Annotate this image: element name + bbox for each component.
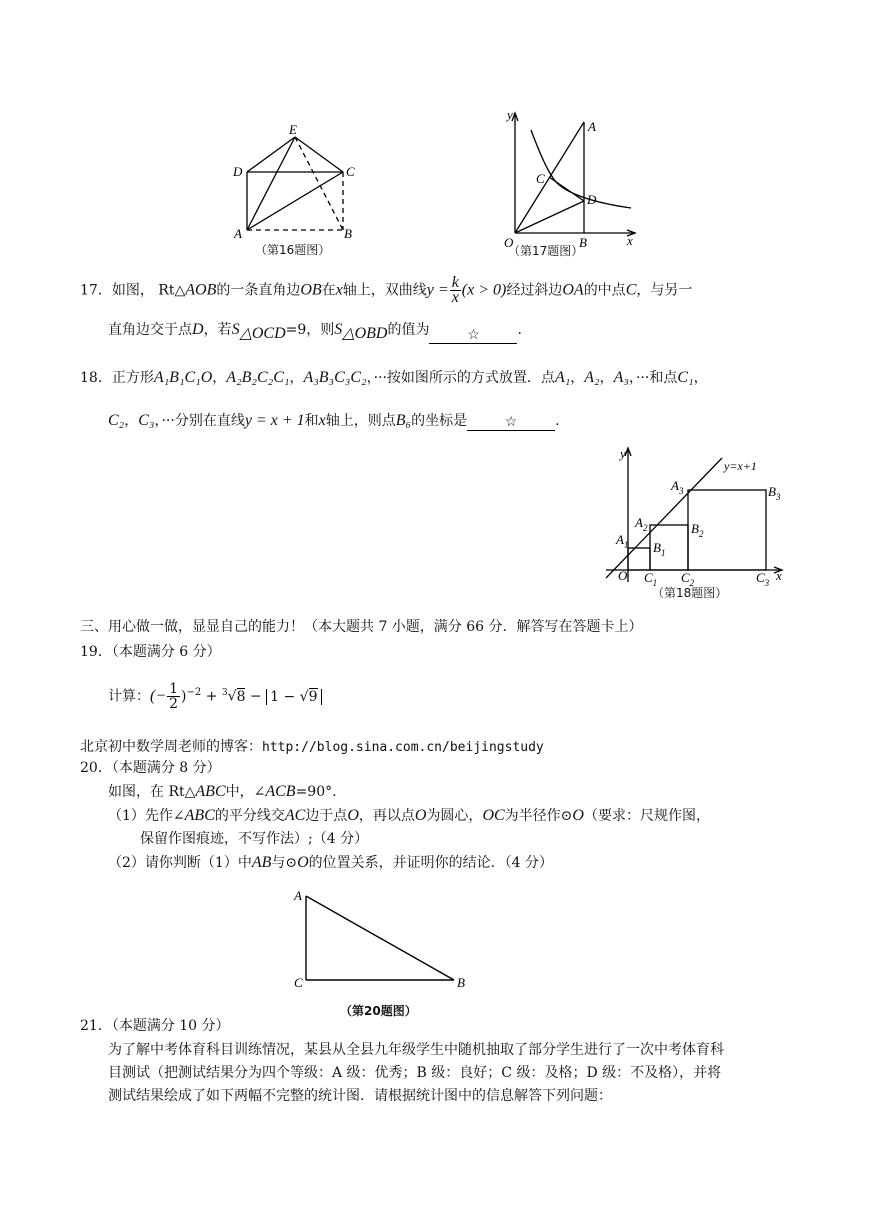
section-3-title: 三、用心做一做，显显自己的能力！（本大题共 7 小题，满分 66 分．解答写在答题卡上）: [80, 619, 643, 635]
line-y-eq-x-plus-1: [606, 458, 722, 578]
figure-17: [495, 105, 645, 260]
label-b: B: [457, 975, 465, 990]
question-20-part-2: （2）请你判断（1）中AB与⊙O的位置关系，并证明你的结论．（4 分）: [108, 854, 554, 871]
blog-url: http://blog.sina.com.cn/beijingstudy: [262, 740, 544, 755]
label-y: y: [507, 107, 513, 122]
question-20-part-1: （1）先作∠ABC的平分线交AC边于点O，再以点O为圆心，OC为半径作⊙O（要求：尺规作图，: [108, 807, 710, 824]
question-21-line-2: 目测试（把测试结果分为四个等级：A 级：优秀；B 级：良好；C 级：及格；D 级：不及格），并将: [108, 1065, 722, 1081]
label-d: D: [233, 164, 243, 179]
label-b: B: [579, 235, 587, 250]
label-a: A: [294, 888, 302, 903]
question-17-line-2: 直角边交于点D，若$S_{\triangle OCD}=9$，则$S_{\triangle OBD}$的值为 ☆ .: [108, 321, 522, 343]
label-a: A: [588, 119, 596, 134]
answer-blank-17: ☆: [429, 325, 517, 344]
question-19-expression: 计算：(− $\frac{1}{2}$ )$^{-2}$ + $^3$√8 − 1 − √9: [108, 678, 322, 708]
figure-20-caption: （第20题图）: [340, 1004, 417, 1018]
figure-17-caption: （第17题图）: [508, 244, 584, 258]
question-21-line-3: 测试结果绘成了如下两幅不完整的统计图．请根据统计图中的信息解答下列问题：: [108, 1088, 612, 1104]
question-20-head: 20．（本题满分 8 分）: [80, 760, 221, 776]
label-c: C: [346, 164, 355, 179]
figure-16: [225, 120, 375, 260]
question-20-intro: 如图，在 Rt△ABC中，∠ACB=90°．: [108, 783, 347, 800]
label-b: B: [344, 226, 352, 241]
question-17-line-1: 17．如图， Rt△AOB的一条直角边OB在x轴上，双曲线y = $\frac{k}{x}$ (x > 0)经过斜边OA的中点C，与另一: [80, 274, 693, 306]
answer-blank-18: ☆: [467, 412, 555, 431]
question-20-part-1-cont: 保留作图痕迹，不写作法）;（4 分）: [140, 831, 369, 847]
question-21-head: 21．（本题满分 10 分）: [80, 1018, 230, 1034]
blog-line: 北京初中数学周老师的博客：http://blog.sina.com.cn/beijingstudy: [80, 739, 544, 755]
figure-20: [288, 884, 478, 994]
figure-18: [598, 440, 798, 600]
label-o: O: [504, 235, 514, 250]
segment-ec: [295, 137, 343, 172]
label-o: O: [618, 568, 628, 583]
label-b2: $B_2$: [691, 521, 704, 539]
label-b3: $B_3$: [768, 484, 781, 502]
hyperbola-curve: [531, 130, 631, 208]
label-c: C: [294, 975, 303, 990]
figure-16-caption: （第16题图）: [255, 243, 331, 257]
question-19-head: 19．（本题满分 6 分）: [80, 644, 221, 660]
label-a3: $A_3$: [671, 478, 684, 496]
question-18-line-2: C₂，C₃，···分别在直线y = x + 1和x轴上，则点B₆的坐标是 ☆ .: [108, 412, 560, 430]
figure-18-caption: （第18题图）: [652, 586, 728, 600]
label-line: y=x+1: [724, 459, 757, 473]
label-c2: $C_2$: [681, 570, 695, 588]
question-21-line-1: 为了解中考体育科目训练情况，某县从全县九年级学生中随机抽取了部分学生进行了一次中考体育科: [108, 1042, 724, 1058]
segment-de: [247, 137, 295, 172]
label-d: D: [587, 192, 597, 207]
label-a: A: [234, 226, 242, 241]
label-x: x: [627, 233, 633, 248]
label-y: y: [620, 446, 626, 461]
label-x: x: [776, 568, 782, 583]
label-e: E: [289, 122, 297, 137]
label-c1: $C_1$: [644, 570, 658, 588]
fraction-k-over-x: $\frac{k}{x}$: [451, 274, 459, 306]
question-18-line-1: 18．正方形A₁B₁C₁O，A₂B₂C₂C₁，A₃B₃C₃C₂，···按如图所示的方式放置．点A₁，A₂，A₃，···和点C₁，: [80, 369, 708, 386]
label-a2: $A_2$: [635, 515, 648, 533]
label-b1: $B_1$: [653, 540, 666, 558]
label-c: C: [536, 171, 545, 186]
segment-ab: [306, 896, 454, 980]
label-a1: $A_1$: [616, 532, 629, 550]
label-c3: $C_3$: [756, 570, 770, 588]
segment-eb-dashed: [295, 137, 343, 230]
